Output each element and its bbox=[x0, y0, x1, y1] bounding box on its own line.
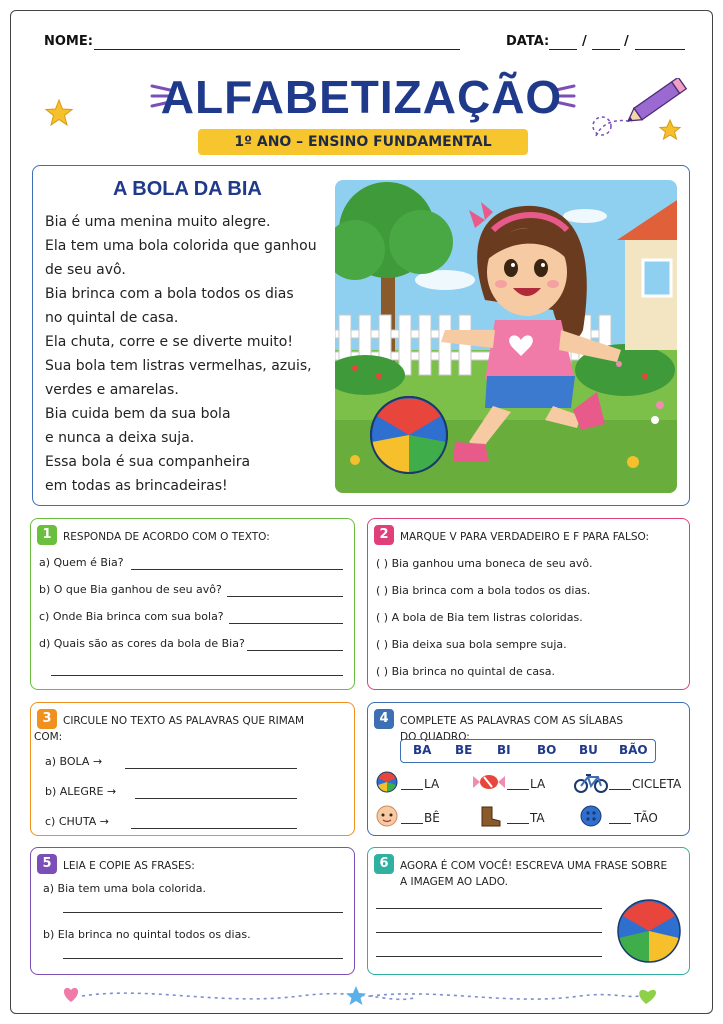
question-item: b) O que Bia ganhou de seu avô? bbox=[39, 583, 222, 596]
question-title-line: DO QUADRO: bbox=[400, 731, 470, 743]
question-number: 1 bbox=[37, 525, 57, 545]
date-separator: / bbox=[582, 34, 587, 49]
rhyme-item: b) ALEGRE → bbox=[45, 785, 117, 798]
button-icon bbox=[580, 805, 602, 827]
copy-line[interactable] bbox=[63, 912, 343, 913]
question-number: 3 bbox=[37, 709, 57, 729]
syllable: BO bbox=[537, 743, 557, 757]
question-5-box bbox=[30, 847, 355, 975]
answer-line[interactable] bbox=[229, 623, 343, 624]
page-subtitle: 1º ANO – ENSINO FUNDAMENTAL bbox=[198, 129, 528, 155]
rhyme-item: c) CHUTA → bbox=[45, 815, 109, 828]
story-text bbox=[45, 210, 335, 498]
writing-line[interactable] bbox=[376, 908, 602, 909]
question-1-box bbox=[30, 518, 355, 690]
syllable-blank[interactable] bbox=[401, 789, 423, 790]
syllable: BU bbox=[579, 743, 598, 757]
boot-icon bbox=[478, 805, 502, 827]
story-line: Ela chuta, corre e se diverte muito! bbox=[45, 334, 293, 350]
answer-line[interactable] bbox=[247, 650, 343, 651]
question-6-box bbox=[367, 847, 690, 975]
story-line: em todas as brincadeiras! bbox=[45, 478, 228, 494]
story-panel bbox=[32, 165, 690, 506]
answer-line[interactable] bbox=[125, 768, 297, 769]
baby-icon bbox=[376, 805, 398, 827]
question-number: 4 bbox=[374, 709, 394, 729]
footer-decoration bbox=[60, 984, 664, 1008]
question-title bbox=[34, 713, 305, 745]
question-title-line: COMPLETE AS PALAVRAS COM AS SÍLABAS bbox=[400, 715, 623, 727]
story-line: de seu avô. bbox=[45, 262, 126, 278]
syllable-blank[interactable] bbox=[401, 823, 423, 824]
story-line: Bia brinca com a bola todos os dias bbox=[45, 286, 294, 302]
bicycle-icon bbox=[574, 771, 608, 793]
name-label: NOME: bbox=[44, 34, 93, 49]
syllable-blank[interactable] bbox=[609, 823, 631, 824]
syllable: BA bbox=[413, 743, 432, 757]
story-line: verdes e amarelas. bbox=[45, 382, 179, 398]
date-day-field[interactable] bbox=[549, 49, 577, 50]
answer-line[interactable] bbox=[227, 596, 343, 597]
word-ending: BÊ bbox=[424, 811, 440, 825]
question-4-box bbox=[367, 702, 690, 836]
date-month-field[interactable] bbox=[592, 49, 620, 50]
question-title: MARQUE V PARA VERDADEIRO E F PARA FALSO: bbox=[400, 531, 650, 543]
question-item: a) Quem é Bia? bbox=[39, 556, 124, 569]
candy-icon bbox=[472, 773, 506, 791]
ball-icon bbox=[616, 898, 682, 964]
story-line: Bia é uma menina muito alegre. bbox=[45, 214, 271, 230]
word-ending: TÃO bbox=[634, 811, 658, 825]
syllable-blank[interactable] bbox=[609, 789, 631, 790]
question-number: 2 bbox=[374, 525, 394, 545]
question-3-box bbox=[30, 702, 355, 836]
writing-line[interactable] bbox=[376, 932, 602, 933]
question-title-line: CIRCULE NO TEXTO AS PALAVRAS QUE RIMAM bbox=[63, 715, 305, 727]
word-ending: LA bbox=[424, 777, 440, 791]
word-ending: CICLETA bbox=[632, 777, 682, 791]
true-false-item[interactable]: ( ) A bola de Bia tem listras coloridas. bbox=[376, 611, 583, 624]
true-false-item[interactable]: ( ) Bia brinca com a bola todos os dias. bbox=[376, 584, 591, 597]
writing-line[interactable] bbox=[376, 956, 602, 957]
syllable-box bbox=[400, 739, 656, 763]
answer-line[interactable] bbox=[51, 675, 343, 676]
date-separator: / bbox=[624, 34, 629, 49]
story-line: Sua bola tem listras vermelhas, azuis, bbox=[45, 358, 312, 374]
question-number: 5 bbox=[37, 854, 57, 874]
story-line: e nunca a deixa suja. bbox=[45, 430, 195, 446]
word-ending: LA bbox=[530, 777, 546, 791]
copy-line[interactable] bbox=[63, 958, 343, 959]
date-year-field[interactable] bbox=[635, 49, 685, 50]
word-ending: TA bbox=[530, 811, 545, 825]
true-false-item[interactable]: ( ) Bia brinca no quintal de casa. bbox=[376, 665, 556, 678]
syllable: BI bbox=[497, 743, 511, 757]
syllable-blank[interactable] bbox=[507, 823, 529, 824]
true-false-item[interactable]: ( ) Bia ganhou uma boneca de seu avô. bbox=[376, 557, 593, 570]
ball-icon bbox=[376, 771, 398, 793]
page-title: ALFABETIZAÇÃO bbox=[160, 71, 563, 123]
answer-line[interactable] bbox=[131, 569, 343, 570]
syllable-blank[interactable] bbox=[507, 789, 529, 790]
story-line: no quintal de casa. bbox=[45, 310, 179, 326]
question-title-line: A IMAGEM AO LADO. bbox=[400, 876, 508, 888]
name-field[interactable] bbox=[94, 49, 460, 50]
question-2-box bbox=[367, 518, 690, 690]
question-title bbox=[400, 858, 667, 890]
question-number: 6 bbox=[374, 854, 394, 874]
answer-line[interactable] bbox=[131, 828, 297, 829]
question-item: d) Quais são as cores da bola de Bia? bbox=[39, 637, 245, 650]
sentence-item: a) Bia tem uma bola colorida. bbox=[43, 882, 206, 895]
sentence-item: b) Ela brinca no quintal todos os dias. bbox=[43, 928, 251, 941]
question-item: c) Onde Bia brinca com sua bola? bbox=[39, 610, 224, 623]
question-title-line: COM: bbox=[34, 731, 63, 743]
story-title: A BOLA DA BIA bbox=[113, 178, 262, 200]
question-title: RESPONDA DE ACORDO COM O TEXTO: bbox=[63, 531, 270, 543]
story-illustration bbox=[335, 180, 677, 493]
date-label: DATA: bbox=[506, 34, 550, 49]
syllable: BÃO bbox=[619, 743, 648, 757]
rhyme-item: a) BOLA → bbox=[45, 755, 103, 768]
answer-line[interactable] bbox=[135, 798, 297, 799]
syllable: BE bbox=[455, 743, 473, 757]
story-line: Ela tem uma bola colorida que ganhou bbox=[45, 238, 317, 254]
question-title-line: AGORA É COM VOCÊ! ESCREVA UMA FRASE SOBRE bbox=[400, 860, 668, 872]
story-line: Essa bola é sua companheira bbox=[45, 454, 251, 470]
story-line: Bia cuida bem da sua bola bbox=[45, 406, 231, 422]
question-title: LEIA E COPIE AS FRASES: bbox=[63, 860, 195, 872]
true-false-item[interactable]: ( ) Bia deixa sua bola sempre suja. bbox=[376, 638, 567, 651]
